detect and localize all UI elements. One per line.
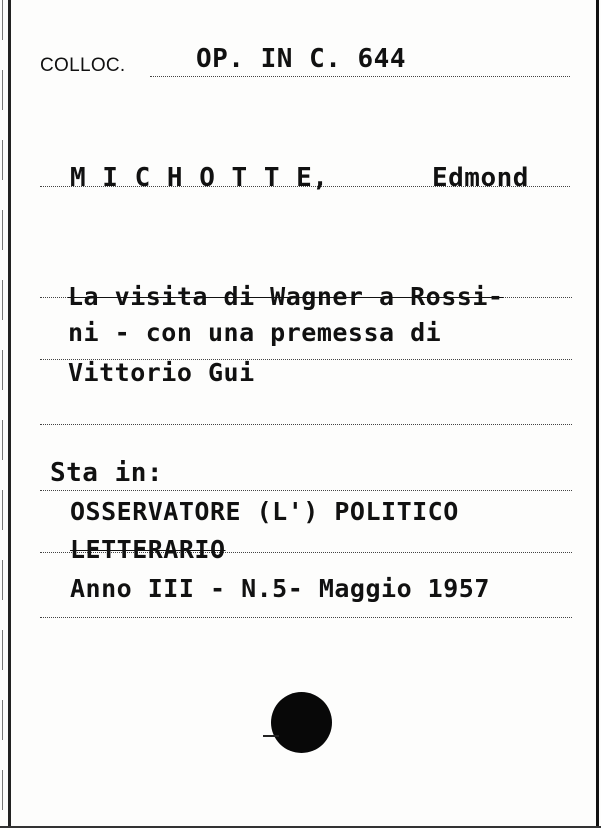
title-line-2: ni - con una premessa di <box>68 318 442 347</box>
shelfmark: OP. IN C. 644 <box>196 44 406 74</box>
source-label: Sta in: <box>50 458 164 488</box>
rule-line-colloc <box>150 76 570 77</box>
rule-line-source-1 <box>40 490 572 491</box>
colloc-label: COLLOC. <box>40 55 126 76</box>
source-line-3: Anno III - N.5- Maggio 1957 <box>70 574 490 603</box>
rule-line-source-3 <box>40 617 572 618</box>
card-edge-left-thin <box>2 0 3 828</box>
author-given-name: Edmond <box>432 163 529 193</box>
punch-hole-mark <box>263 735 279 737</box>
title-line-1: La visita di Wagner a Rossi- <box>68 282 504 311</box>
source-line-1: OSSERVATORE (L') POLITICO <box>70 497 459 526</box>
source-line-2: LETTERARIO <box>70 535 226 564</box>
title-line-3: Vittorio Gui <box>68 358 255 387</box>
card-edge-left <box>8 0 11 828</box>
card-edge-right <box>596 0 599 828</box>
punch-hole <box>271 692 332 753</box>
rule-line-blank <box>40 424 572 425</box>
author-surname: M I C H O T T E, <box>70 163 329 193</box>
